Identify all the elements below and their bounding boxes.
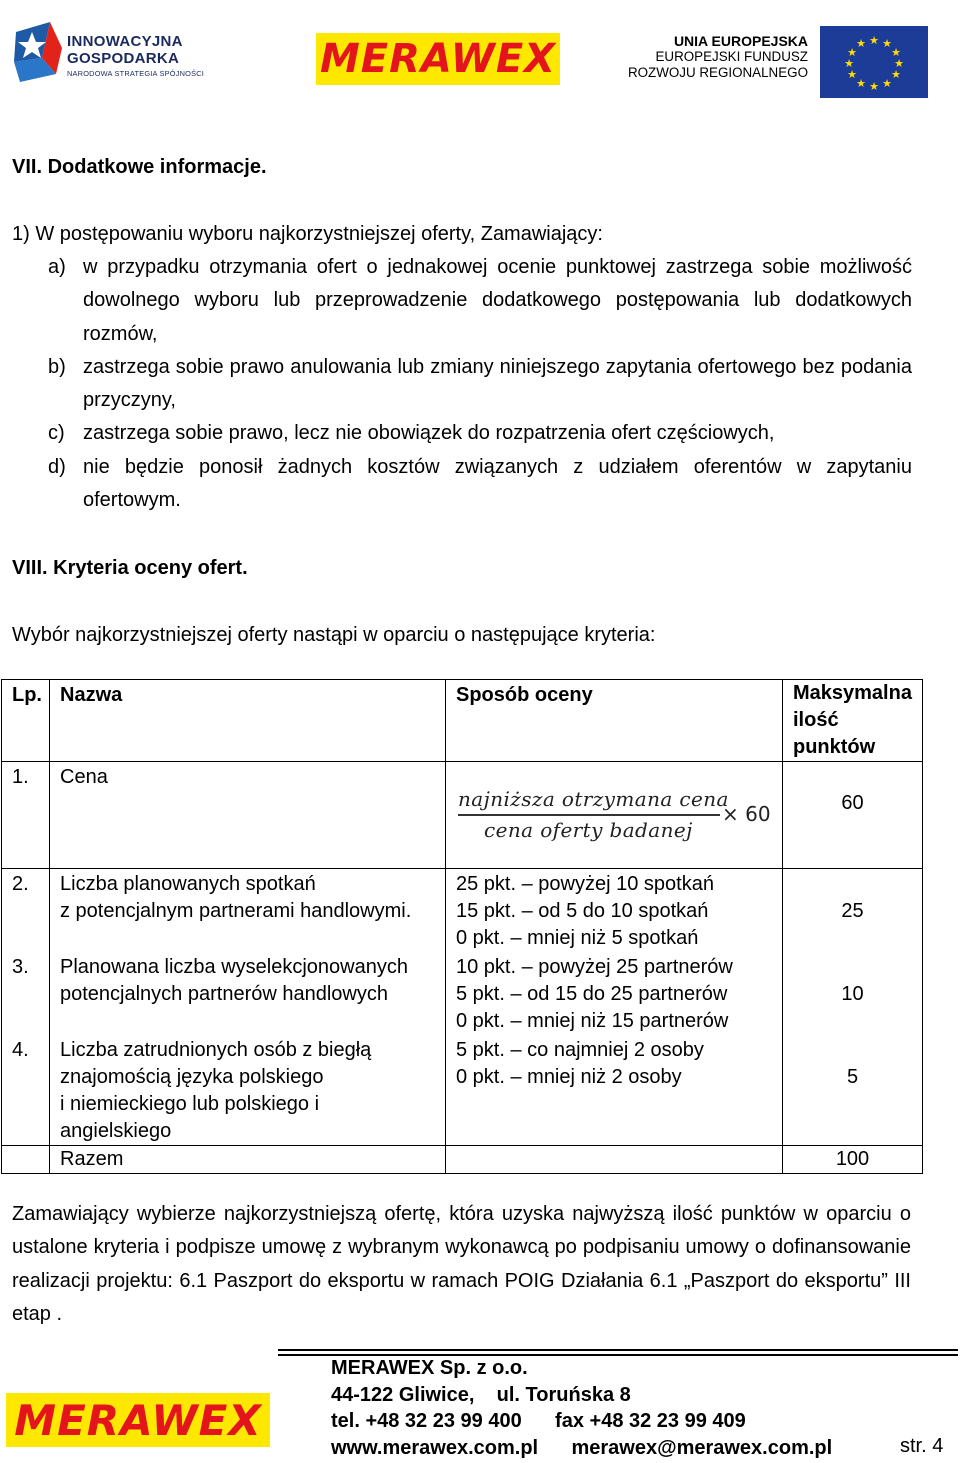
list-item bbox=[48, 351, 912, 418]
ig-line-2: GOSPODARKA bbox=[67, 50, 180, 67]
svg-text:★: ★ bbox=[844, 57, 854, 70]
criteria-intro: Wybór najkorzystniejszej oferty nastąpi w oparciu o następujące kryteria: bbox=[12, 624, 656, 646]
total-value: 100 bbox=[783, 1146, 923, 1174]
row-name bbox=[50, 1035, 446, 1146]
innowacyjna-gospodarka-logo bbox=[12, 14, 212, 86]
innowacyjna-gospodarka-emblem-icon bbox=[12, 18, 64, 88]
svg-text:★: ★ bbox=[856, 77, 866, 90]
criteria-table bbox=[1, 679, 923, 1174]
method-line: 5 pkt. – od 15 do 25 partnerów bbox=[456, 983, 728, 1005]
table-row bbox=[2, 952, 923, 1035]
footer-contact bbox=[331, 1355, 832, 1461]
eu-fund-logo bbox=[620, 6, 940, 106]
row-lp: 3. bbox=[2, 952, 50, 1035]
table-total-row bbox=[2, 1146, 923, 1174]
footer-divider bbox=[278, 1349, 958, 1351]
svg-text:★: ★ bbox=[847, 68, 857, 81]
method-line: 0 pkt. – mniej niż 2 osoby bbox=[456, 1066, 682, 1088]
list-marker: a) bbox=[48, 256, 66, 278]
list-item bbox=[48, 451, 912, 518]
row-lp: 2. bbox=[2, 869, 50, 953]
table-header-row bbox=[2, 680, 923, 762]
svg-text:★: ★ bbox=[891, 68, 901, 81]
list-item-text: zastrzega sobie prawo, lecz nie obowiązek do rozpatrzenia ofert częściowych, bbox=[83, 422, 775, 445]
header-max-l1: Maksymalna bbox=[793, 682, 912, 704]
method-line: 0 pkt. – mniej niż 15 partnerów bbox=[456, 1010, 729, 1032]
row-name-line: Planowana liczba wyselekcjonowanych bbox=[60, 956, 408, 978]
row-name-line: Liczba zatrudnionych osób z biegłą bbox=[60, 1039, 372, 1061]
list-marker: d) bbox=[48, 455, 66, 478]
row-name-line: Liczba planowanych spotkań bbox=[60, 873, 316, 895]
list-item-text: w przypadku otrzymania ofert o jednakowej ocenie punktowej zastrzega sobie możliwość dowolnego wyboru lub przeprowadzenie dodatkowego postępowania lub dodatkowych rozmów, bbox=[83, 256, 912, 345]
row-name-line: i niemieckiego lub polskiego i bbox=[60, 1093, 320, 1115]
row-name: Cena bbox=[50, 762, 446, 869]
total-lp-cell bbox=[2, 1146, 50, 1174]
eu-line-2: EUROPEJSKI FUNDUSZ bbox=[655, 49, 808, 65]
svg-text:★: ★ bbox=[856, 37, 866, 50]
header-name: Nazwa bbox=[50, 680, 446, 762]
formula-denominator: cena oferty badanej bbox=[484, 818, 693, 842]
formula-numerator: najniższa otrzymana cena bbox=[458, 787, 729, 811]
svg-text:★: ★ bbox=[869, 80, 879, 93]
row-method bbox=[446, 952, 783, 1035]
summary-paragraph: Zamawiający wybierze najkorzystniejszą ofertę, która uzyska najwyższą ilość punktów w oparciu o ustalone kryteria i podpisze umowę z wybranym wykonawcą po podpisaniu umowy o dofinansowanie realizacji projektu: 6.1 Paszport do eksportu w ramach POIG Działania 6.1 „Paszport do eksportu” III etap . bbox=[12, 1203, 911, 1325]
table-row bbox=[2, 869, 923, 953]
header-method: Sposób oceny bbox=[446, 680, 783, 762]
list-item bbox=[48, 417, 912, 450]
table-row bbox=[2, 1035, 923, 1146]
row-name-line: angielskiego bbox=[60, 1120, 172, 1142]
svg-text:★: ★ bbox=[894, 57, 904, 70]
list-item bbox=[48, 251, 912, 351]
eu-line-1: UNIA EUROPEJSKA bbox=[673, 33, 808, 49]
header-max-points bbox=[783, 680, 923, 762]
method-line: 0 pkt. – mniej niż 5 spotkań bbox=[456, 927, 699, 949]
row-max: 25 bbox=[783, 869, 923, 953]
method-line: 5 pkt. – co najmniej 2 osoby bbox=[456, 1039, 704, 1061]
header-lp: Lp. bbox=[2, 680, 50, 762]
list-item-text: nie będzie ponosił żadnych kosztów związanych z udziałem oferentów w zapytaniu ofertowym. bbox=[83, 455, 912, 512]
section-7-intro: 1) W postępowaniu wyboru najkorzystniejszej oferty, Zamawiający: bbox=[12, 223, 603, 245]
method-line: 15 pkt. – od 5 do 10 spotkań bbox=[456, 900, 709, 922]
row-name-line: z potencjalnym partnerami handlowymi. bbox=[60, 900, 412, 922]
footer-phones: tel. +48 32 23 99 400 fax +48 32 23 99 409 bbox=[331, 1410, 746, 1433]
header-max-l3: punktów bbox=[793, 736, 876, 758]
total-method-cell bbox=[446, 1146, 783, 1174]
table-row bbox=[2, 762, 923, 869]
method-line: 25 pkt. – powyżej 10 spotkań bbox=[456, 873, 714, 895]
list-item-text: zastrzega sobie prawo anulowania lub zmiany niniejszego zapytania ofertowego bez podania przyczyny, bbox=[83, 355, 912, 412]
section-8-heading: VIII. Kryteria oceny ofert. bbox=[12, 557, 248, 579]
eu-line-3: ROZWOJU REGIONALNEGO bbox=[627, 64, 808, 80]
svg-text:★: ★ bbox=[882, 77, 892, 90]
header-max-l2: ilość bbox=[793, 709, 839, 731]
row-method bbox=[446, 1035, 783, 1146]
svg-text:★: ★ bbox=[882, 37, 892, 50]
footer-company: MERAWEX Sp. z o.o. bbox=[331, 1357, 528, 1379]
price-formula bbox=[446, 762, 783, 869]
footer-web-email[interactable]: www.merawex.com.pl merawex@merawex.com.pl bbox=[331, 1436, 833, 1459]
row-name-line: znajomością języka polskiego bbox=[60, 1066, 324, 1088]
ig-line-3: NARODOWA STRATEGIA SPÓJNOŚCI bbox=[67, 69, 205, 78]
row-name bbox=[50, 869, 446, 953]
row-name bbox=[50, 952, 446, 1035]
page-number: str. 4 bbox=[900, 1435, 944, 1457]
eu-flag-icon bbox=[820, 26, 928, 98]
footer-address: 44-122 Gliwice, ul. Toruńska 8 bbox=[331, 1383, 631, 1406]
section-7-heading: VII. Dodatkowe informacje. bbox=[12, 156, 267, 178]
merawex-logo-header: MERAWEX bbox=[316, 33, 560, 85]
total-label: Razem bbox=[50, 1146, 446, 1174]
merawex-logo-footer: MERAWEX bbox=[6, 1393, 270, 1447]
row-max: 5 bbox=[783, 1035, 923, 1146]
row-max: 10 bbox=[783, 952, 923, 1035]
svg-text:★: ★ bbox=[869, 34, 879, 47]
row-name-line: potencjalnych partnerów handlowych bbox=[60, 983, 388, 1005]
list-marker: b) bbox=[48, 355, 66, 378]
ig-line-1: INNOWACYJNA bbox=[67, 33, 183, 50]
row-lp: 4. bbox=[2, 1035, 50, 1146]
additional-info-list bbox=[48, 251, 912, 517]
formula-multiplier: × 60 bbox=[722, 802, 771, 826]
formula-fraction-line bbox=[458, 814, 720, 816]
row-max: 60 bbox=[783, 762, 923, 869]
svg-text:★: ★ bbox=[891, 46, 901, 59]
row-method bbox=[446, 869, 783, 953]
method-line: 10 pkt. – powyżej 25 partnerów bbox=[456, 956, 733, 978]
svg-text:★: ★ bbox=[847, 46, 857, 59]
row-lp: 1. bbox=[2, 762, 50, 869]
list-marker: c) bbox=[48, 422, 65, 445]
